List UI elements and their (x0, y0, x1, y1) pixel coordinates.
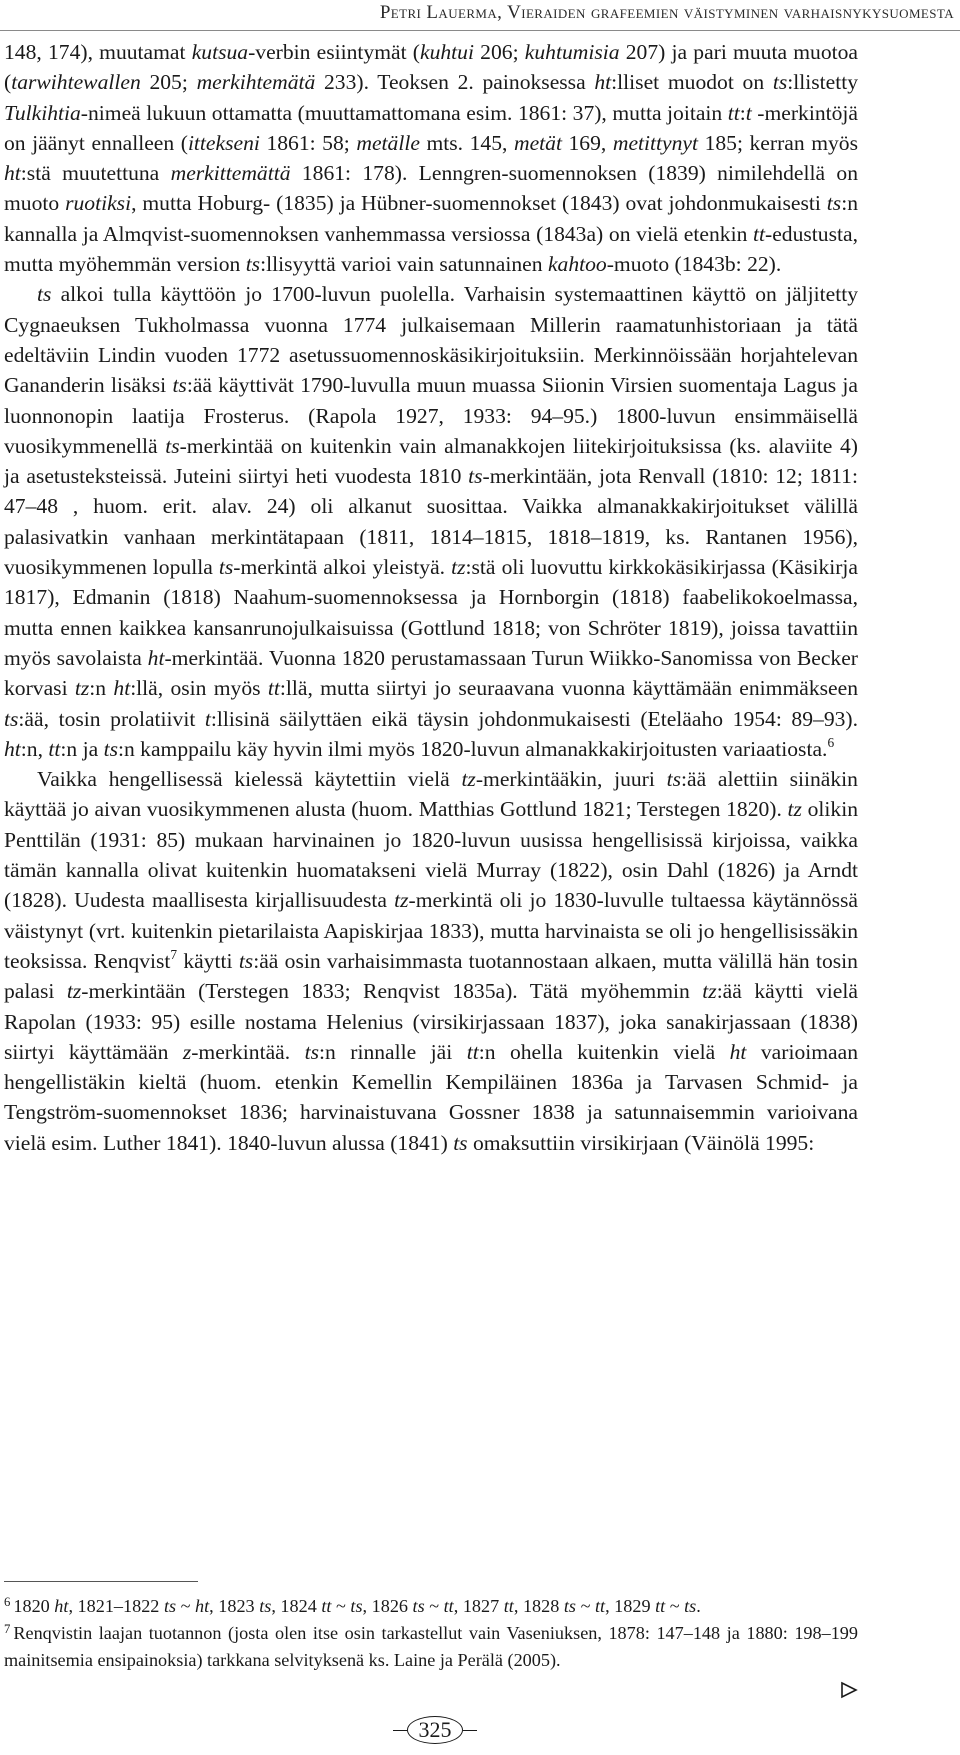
footnote-rule (4, 1581, 198, 1582)
page-number-rule-right (463, 1730, 477, 1731)
paragraph-3: Vaikka hengellisessä kielessä käytettiin vielä tz-merkintääkin, juuri ts:ää alettiin siinäkin käyttää jo aivan vuosikymmenen alusta (huom. Matthias Gottlund 1821; Terstegen 1820). tz olikin Penttilän (1931: 85) mukaan harvinainen jo 1820-luvun uusissa hengellisissä kirjoissa, vaikka tämän kannalla olivat kuitenkin huomatakseni vielä Murray (1822), osin Dahl (1826) ja Arndt (1828). Uudesta maallisesta kirjallisuudesta tz-merkintä oli jo 1830-luvulle tultaessa käytännössä väistynyt (vrt. kuitenkin pietarilaista Aapiskirjaa 1833), mutta harvinaista se oli jo hengellisissäkin teoksissa. Renqvist$^7$ käytti ts:ää osin varhaisimmasta tuotannostaan alkaen, mutta välillä hän tosin palasi tz-merkintään (Terstegen 1833; Renqvist 1835a). Tätä myöhemmin tz:ää käytti vielä Rapolan (1933: 95) esille nostama Helenius (virsikirjassaan 1837), joka sanakirjassaan (1838) siirtyi käyttämään z-merkintää. ts:n rinnalle jäi tt:n ohella kuitenkin vielä ht varioimaan hengellistäkin kieltä (huom. etenkin Kemellin Kempiläinen 1836a ja Tarvasen Schmid- ja Tengström-suomennokset 1836; harvinaistuvana Gossner 1838 ja satunnaisemmin varioivana vielä esim. Luther 1841). 1840-luvun alussa (1841) ts omaksuttiin virsikirjaan (Väinölä 1995: (4, 767, 859, 1155)
paragraph-1: 148, 174), muutamat kutsua-verbin esiintymät (kuhtui 206; kuhtumisia 207) ja pari muuta muotoa (tarwihtewallen 205; merkihtemätä 233). Teoksen 2. painoksessa ht:lliset muodot on ts:llistetty Tulkihtia-nimeä lukuun ottamatta (muuttamattomana esim. 1861: 37), mutta joitain tt:t -merkintöjä on jäänyt ennalleen (ittekseni 1861: 58; metälle mts. 145, metät 169, metittynyt 185; kerran myös ht:stä muutettuna merkittemättä 1861: 178). Lenngren-suomennoksen (1839) nimilehdellä on muoto ruotiksi, mutta Hoburg- (1835) ja Hübner-suomennokset (1843) ovat johdonmukaisesti ts:n kannalla ja Almqvist-suomennoksen vanhemmassa versiossa (1843a) on vielä etenkin tt-edustusta, mutta myöhemmän version ts:llisyyttä varioi vain satunnainen kahtoo-muoto (1843b: 22). (4, 40, 859, 277)
footnote-number: 7 (4, 1622, 11, 1637)
footnote-text: Renqvistin laajan tuotannon (josta olen itse osin tarkastellut vain Vaseniuksen, 1878: 147–148 ja 1880: 198–199 mainitsemia ensipainoksia) tarkkana selvityksenä ks. Laine ja Perälä (2005). (4, 1623, 858, 1670)
body-text (4, 37, 858, 1158)
header-rule (0, 30, 960, 31)
footnote-number: 6 (4, 1595, 11, 1610)
paragraph-2: ts alkoi tulla käyttöön jo 1700-luvun puolella. Varhaisin systemaattinen käyttö on jäljitetty Cygnaeuksen Tukholmassa vuonna 1774 julkaisemaan Millerin raamatunhistoriaan ja tätä edeltäviin Lindin vuoden 1772 asetussuomennoskäsikirjoituksiin. Merkinnöissään horjahtelevan Gananderin lisäksi ts:ää käyttivät 1790-luvulla muun muassa Siionin Virsien suomentaja Lagus ja luonnonopin laatija Frosterus. (Rapola 1927, 1933: 94–95.) 1800-luvun ensimmäisellä vuosikymmenellä ts-merkintää on kuitenkin vain almanakkojen liitekirjoituksissa (ks. alaviite 4) ja asetusteksteissä. Juteini siirtyi heti vuodesta 1810 ts-merkintään, jota Renvall (1810: 12; 1811: 47–48 , huom. erit. alav. 24) oli alkanut suosittaa. Vaikka almanakkakirjoitukset välillä palasivatkin vanhaan merkintätapaan (1811, 1814–1815, 1818–1819, ks. Rantanen 1956), vuosikymmenen lopulla ts-merkintä alkoi yleistyä. tz:stä oli luovuttu kirkkokäsikirjassa (Käsikirja 1817), Edmanin (1818) Naahum-suomennoksessa ja Hornborgin (1818) faabelikokoelmassa, mutta ennen kaikkea kansanrunojulkaisuissa (Gottlund 1818; von Schröter 1819), joissa tavattiin myös savolaista ht-merkintää. Vuonna 1820 perustamassaan Turun Wiikko-Sanomissa von Becker korvasi tz:n ht:llä, osin myös tt:llä, mutta siirtyi jo seuraavana vuonna käyttämään enimmäkseen ts:ää, tosin prolatiivit t:llisinä säilyttäen eikä täysin johdonmukaisesti (Eteläaho 1954: 89–93). ht:n, tt:n ja ts:n kamppailu käy hyvin ilmi myös 1820-luvun almanakkakirjoitusten variaatiosta.$^6$ (4, 282, 859, 761)
footnote-text: 1820 ht, 1821–1822 ts ~ ht, 1823 ts, 1824 tt ~ ts, 1826 ts ~ tt, 1827 tt, 1828 ts ~ tt, 1829 tt ~ ts. (13, 1596, 701, 1616)
page-number: 325 (407, 1716, 463, 1744)
continue-triangle-icon (840, 1681, 858, 1699)
footnote-6 (4, 1593, 858, 1620)
page-number-rule-left (393, 1730, 407, 1731)
footnote-7 (4, 1620, 858, 1674)
running-header: Petri Lauerma, Vieraiden grafeemien väistyminen varhaisnykysuomesta (379, 2, 954, 23)
footnotes (4, 1593, 858, 1674)
